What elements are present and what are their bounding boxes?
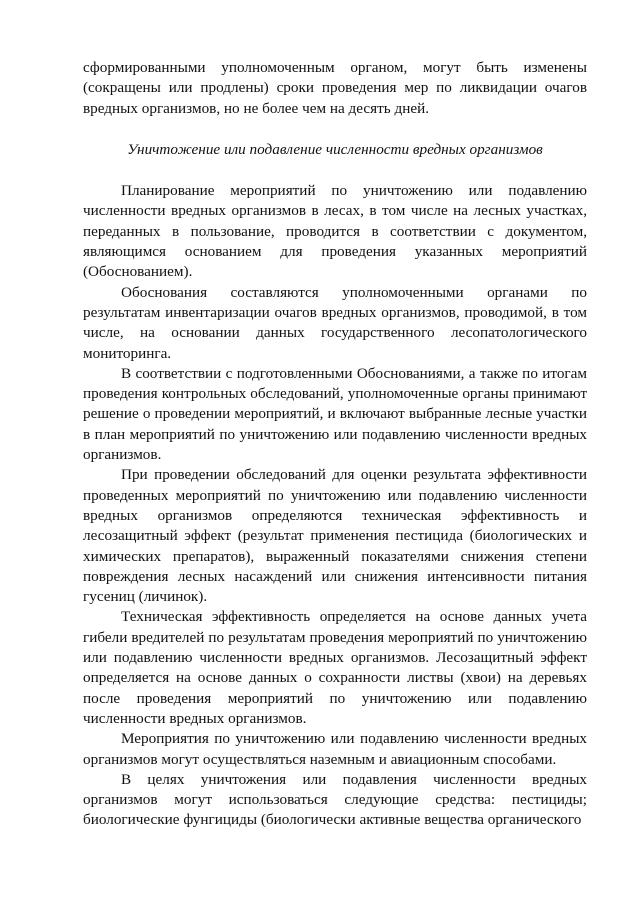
paragraph-technical-effectiveness: Техническая эффективность определяется на основе данных учета гибели вредителей по результатам проведения мероприятий по уничтожению или подавлению численности вредных организмов. Лесозащитный эффект определяется на основе данных о сохранности листвы (хвои) на деревьях после проведения мероприятий по уничтожению или подавлению численности вредных организмов. (83, 608, 587, 727)
paragraph-methods: Мероприятия по уничтожению или подавлению численности вредных организмов могут осуществляться наземным и авиационным способами. (83, 730, 587, 768)
section-heading: Уничтожение или подавление численности вредных организмов (127, 140, 543, 158)
paragraph-justifications: Обоснования составляются уполномоченными органами по результатам инвентаризации очагов вредных организмов, проводимой, в том числе, на основании данных государственного лесопатологического мониторинга. (83, 283, 587, 362)
document-page (83, 58, 587, 831)
paragraph-decision: В соответствии с подготовленными Обоснованиями, а также по итогам проведения контрольных обследований, уполномоченные органы принимают решение о проведении мероприятий, и включают выбранные лесные участки в план мероприятий по уничтожению или подавлению численности вредных организмов. (83, 364, 587, 464)
paragraph-effectiveness-assessment: При проведении обследований для оценки результата эффективности проведенных мероприятий по уничтожению или подавлению численности вредных организмов определяются техническая эффективность и лесозащитный эффект (результат применения пестицида (биологических и химических препаратов), выраженный показателями снижения степени повреждения лесных насаждений или снижения интенсивности питания гусениц (личинок). (83, 466, 587, 606)
paragraph-planning: Планирование мероприятий по уничтожению или подавлению численности вредных организмов в лесах, в том числе на лесных участках, переданных в пользование, проводится в соответствии с документом, являющимся основанием для проведения указанных мероприятий (Обоснованием). (83, 182, 587, 281)
continuation-paragraph: сформированными уполномоченным органом, могут быть изменены (сокращены или продлены) сроки проведения мер по ликвидации очагов вредных организмов, но не более чем на десять дней. (83, 59, 587, 117)
paragraph-means: В целях уничтожения или подавления численности вредных организмов могут использоваться следующие средства: пестициды; биологические фунгициды (биологически активные вещества органического (83, 770, 587, 829)
